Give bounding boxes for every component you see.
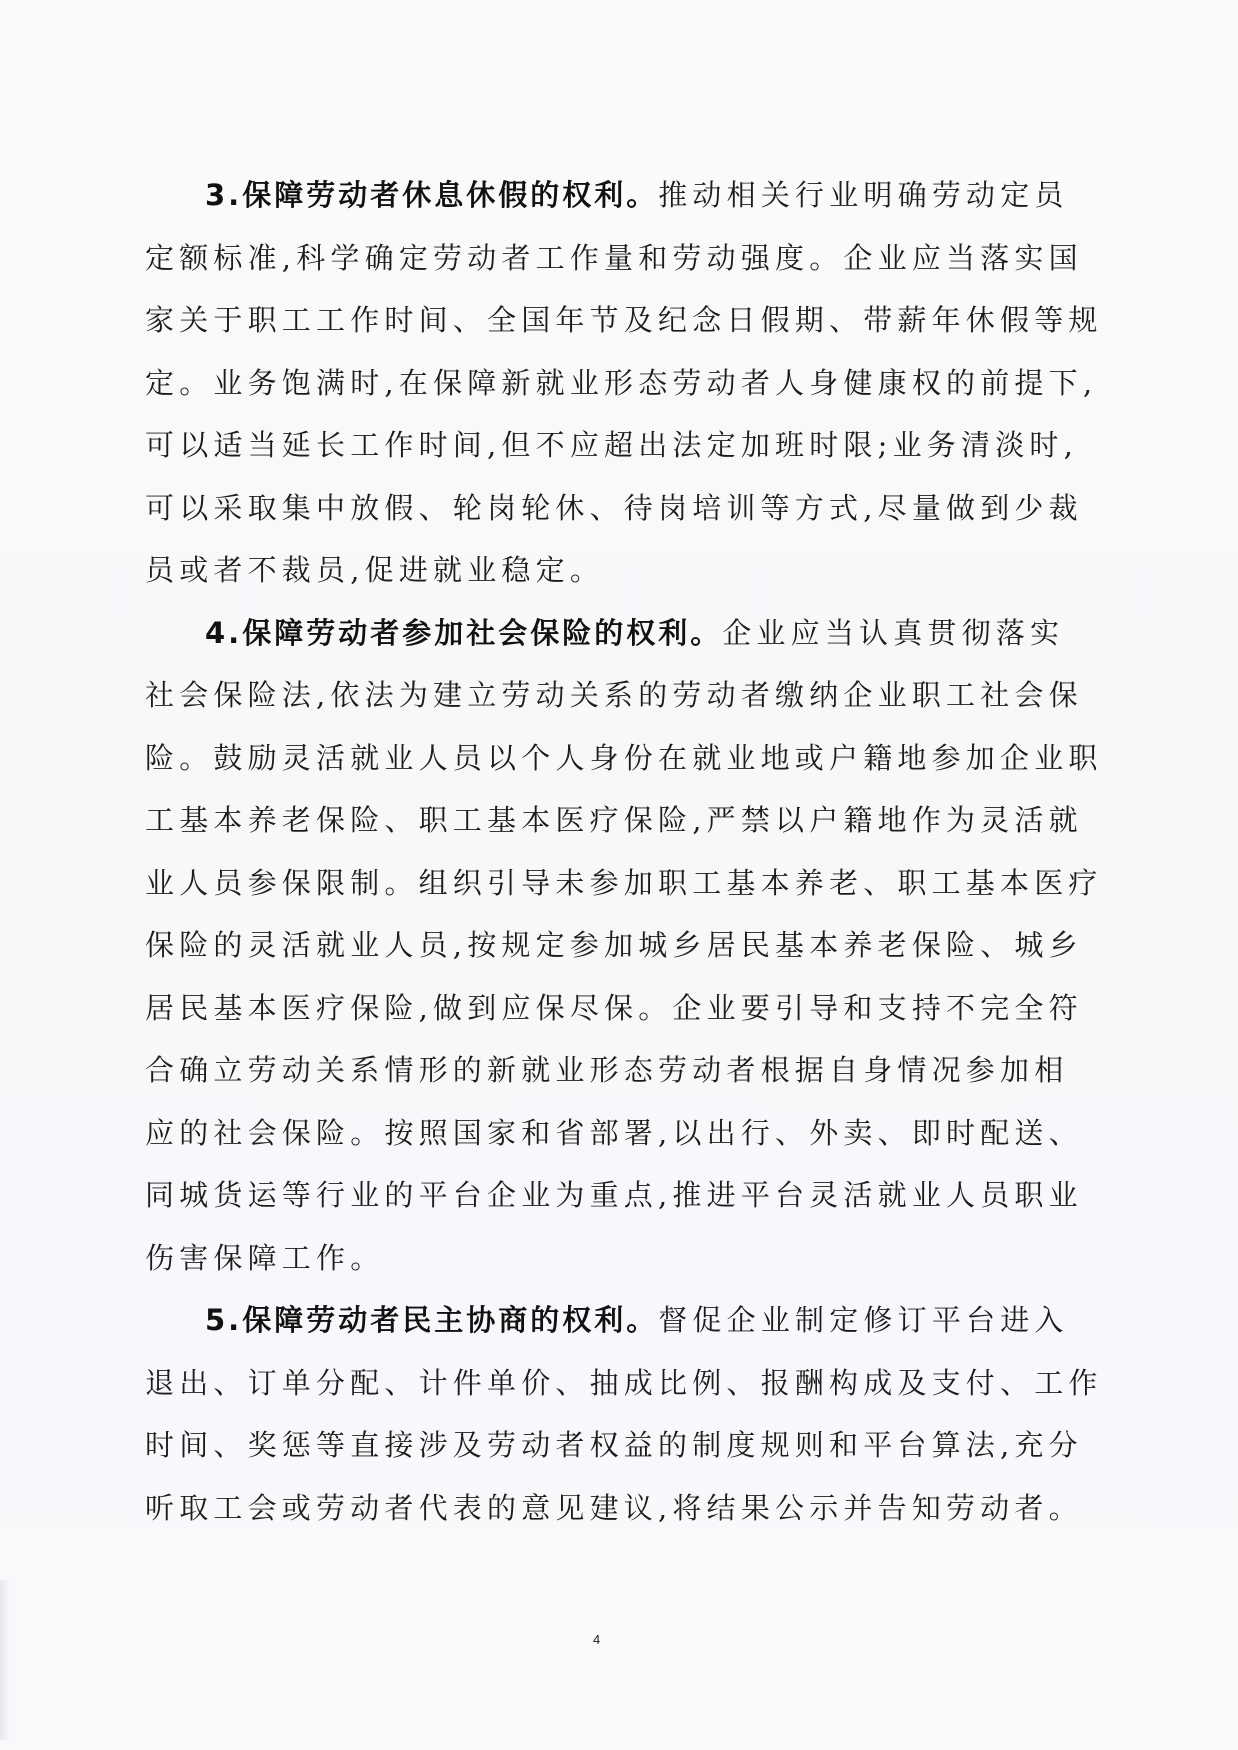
paragraph-line: 同城货运等行业的平台企业为重点,推进平台灵活就业人员职业 (145, 1178, 1083, 1212)
page-number: 4 (593, 1632, 601, 1647)
section-title: 保障劳动者民主协商的权利。 (242, 1303, 659, 1337)
section-number: 3. (205, 178, 243, 212)
paragraph-line: 居民基本医疗保险,做到应保尽保。企业要引导和支持不完全符 (145, 990, 1083, 1025)
section-4-first-line (145, 602, 1065, 665)
paragraph-text: 督促企业制定修订平台进入 (658, 1303, 1069, 1337)
section-number: 4. (205, 615, 243, 650)
paragraph-line: 听取工会或劳动者代表的意见建议,将结果公示并告知劳动者。 (145, 1490, 1083, 1525)
paragraph-line: 退出、订单分配、计件单价、抽成比例、报酬构成及支付、工作 (145, 1365, 1103, 1400)
paragraph-line: 员或者不裁员,促进就业稳定。 (145, 553, 605, 587)
section-number: 5. (205, 1303, 243, 1337)
paragraph-line: 合确立劳动关系情形的新就业形态劳动者根据自身情况参加相 (145, 1053, 1069, 1087)
paragraph-line: 时间、奖惩等直接涉及劳动者权益的制度规则和平台算法,充分 (145, 1428, 1083, 1462)
document-body (145, 164, 1103, 1539)
paragraph-line: 定额标准,科学确定劳动者工作量和劳动强度。企业应当落实国 (145, 240, 1083, 275)
section-3-heading (205, 178, 658, 212)
section-title: 保障劳动者休息休假的权利。 (242, 178, 659, 212)
paragraph-line: 定。业务饱满时,在保障新就业形态劳动者人身健康权的前提下, (145, 365, 1098, 400)
paragraph-line: 家关于职工工作时间、全国年节及纪念日假期、带薪年休假等规 (145, 303, 1103, 337)
paragraph-text: 企业应当认真贯彻落实 (722, 615, 1065, 650)
section-4-heading (205, 616, 722, 650)
paragraph-line: 社会保险法,依法为建立劳动关系的劳动者缴纳企业职工社会保 (145, 678, 1083, 712)
paragraph-line: 伤害保障工作。 (145, 1240, 385, 1275)
paragraph-line: 险。鼓励灵活就业人员以个人身份在就业地或户籍地参加企业职 (145, 740, 1103, 775)
paragraph-text: 推动相关行业明确劳动定员 (658, 178, 1069, 212)
scan-edge-shadow (0, 1580, 10, 1740)
paragraph-line: 工基本养老保险、职工基本医疗保险,严禁以户籍地作为灵活就 (145, 803, 1083, 837)
section-5-heading (205, 1303, 658, 1337)
paragraph-line: 保险的灵活就业人员,按规定参加城乡居民基本养老保险、城乡 (145, 928, 1083, 962)
section-title: 保障劳动者参加社会保险的权利。 (242, 615, 723, 650)
section-3-first-line (145, 164, 1069, 227)
paragraph-line: 业人员参保限制。组织引导未参加职工基本养老、职工基本医疗 (145, 865, 1103, 900)
paragraph-line: 可以采取集中放假、轮岗轮休、待岗培训等方式,尽量做到少裁 (145, 490, 1083, 525)
paragraph-line: 可以适当延长工作时间,但不应超出法定加班时限;业务清淡时, (145, 428, 1079, 462)
section-5-first-line (145, 1289, 1069, 1352)
paragraph-line: 应的社会保险。按照国家和省部署,以出行、外卖、即时配送、 (145, 1115, 1083, 1150)
